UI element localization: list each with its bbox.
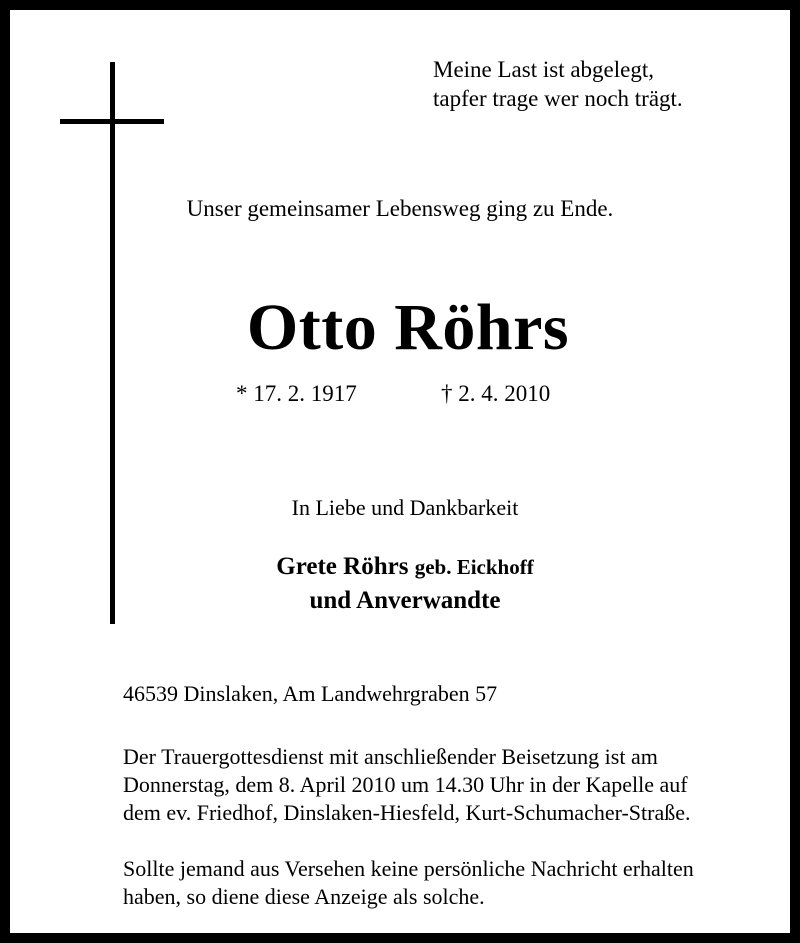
mourner-others: und Anverwandte [309,587,501,614]
quote-line-1: Meine Last ist abgelegt, [433,57,654,82]
death-date: † 2. 4. 2010 [441,381,551,406]
deceased-name: Otto Röhrs [246,291,570,364]
note-line-2: haben, so diene diese Anzeige als solche. [123,884,485,909]
note-line-1: Sollte jemand aus Versehen keine persönliche Nachricht erhalten [123,856,694,881]
notice-disclaimer [123,855,694,911]
address: 46539 Dinslaken, Am Landwehrgraben 57 [123,681,498,706]
cross-horizontal-bar [60,119,164,124]
intro-text: Unser gemeinsamer Lebensweg ging zu Ende. [186,196,614,221]
mourner-maiden-name: geb. Eickhoff [414,555,534,579]
mourner-name: Grete Röhrs [276,553,409,580]
funeral-line-1: Der Trauergottesdienst mit anschließender Beisetzung ist am [123,744,658,769]
funeral-line-2: Donnerstag, dem 8. April 2010 um 14.30 Uhr in der Kapelle auf [123,772,688,797]
funeral-info [123,743,691,827]
closing-text: In Liebe und Dankbarkeit [291,495,519,520]
quote [433,55,683,113]
funeral-line-3: dem ev. Friedhof, Dinslaken-Hiesfeld, Kurt-Schumacher-Straße. [123,800,691,825]
mourner-primary [0,553,800,581]
quote-line-2: tapfer trage wer noch trägt. [433,86,683,111]
birth-date: * 17. 2. 1917 [236,381,357,406]
